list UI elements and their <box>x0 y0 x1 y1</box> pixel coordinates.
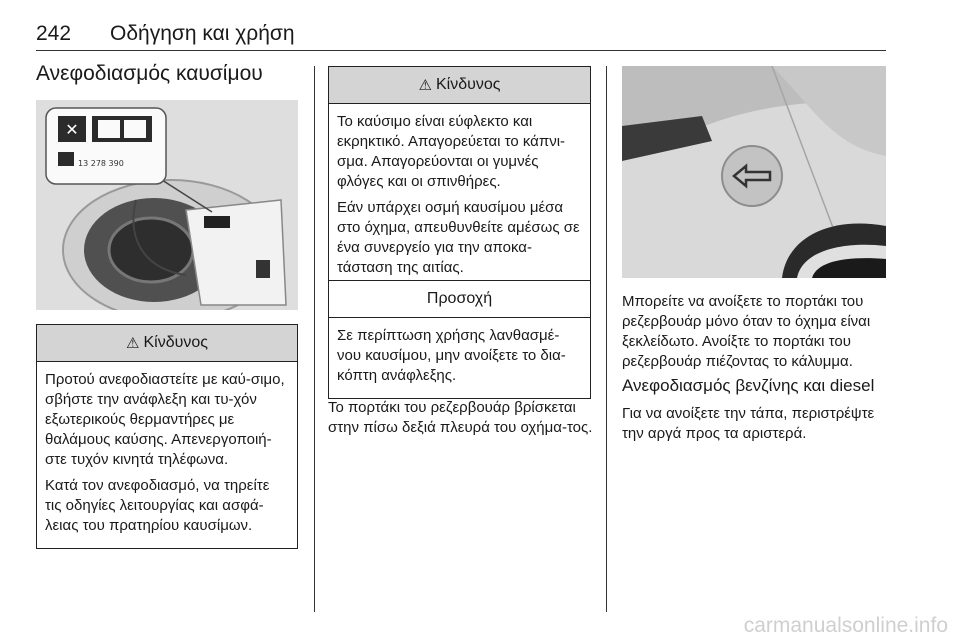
danger-callout <box>328 66 591 291</box>
callout-paragraph: Σε περίπτωση χρήσης λανθασμέ-νου καυσίμου, μην ανοίξετε το δια-κόπτη ανάφλεξης. <box>337 327 566 384</box>
watermark: carmanualsonline.info <box>743 614 948 637</box>
body-text: Μπορείτε να ανοίξετε το πορτάκι του ρεζερβουάρ μόνο όταν το όχημα είναι ξεκλείδωτο. Ανοίξτε το πορτάκι του ρεζερβουάρ πιέζοντας το κάλυμμα. <box>622 293 871 370</box>
warning-icon: ⚠ <box>126 335 140 352</box>
car-fuel-door-image <box>622 66 886 278</box>
callout-header <box>329 67 590 104</box>
body-text: Το πορτάκι του ρεζερβουάρ βρίσκεται στην πίσω δεξιά πλευρά του οχήμα-τος. <box>328 399 593 436</box>
page-header <box>36 22 886 51</box>
label-code: 13 278 390 <box>78 159 124 168</box>
page-number: 242 <box>36 22 72 45</box>
chapter-title: Οδήγηση και χρήση <box>110 22 295 45</box>
callout-paragraph: Κατά τον ανεφοδιασμό, να τηρείτε τις οδηγίες λειτουργίας και ασφά-λειας του πρατηρίου καυσίμων. <box>45 477 270 534</box>
svg-text:✕: ✕ <box>65 120 79 139</box>
callout-paragraph: Το καύσιμο είναι εύφλεκτο και εκρηκτικό. Απαγορεύεται το κάπνι-σμα. Απαγορεύονται οι γυμνές φλόγες και οι σπινθήρες. <box>337 113 566 190</box>
danger-callout <box>36 324 298 549</box>
callout-paragraph: Εάν υπάρχει οσμή καυσίμου μέσα στο όχημα, απευθυνθείτε αμέσως σε ένα συνεργείο για την αποκα-τάσταση της αιτίας. <box>337 199 580 276</box>
warning-icon: ⚠ <box>418 77 432 94</box>
fuel-flap-image <box>36 100 298 310</box>
column-divider <box>606 66 607 612</box>
callout-title: Προσοχή <box>426 290 493 307</box>
body-text: Για να ανοίξετε την τάπα, περιστρέψτε την αργά προς τα αριστερά. <box>622 405 875 442</box>
column-divider <box>314 66 315 612</box>
subsection-heading: Ανεφοδιασμός βενζίνης και diesel <box>622 376 875 395</box>
section-title: Ανεφοδιασμός καυσίμου <box>36 62 263 85</box>
callout-title: Κίνδυνος <box>143 334 208 351</box>
callout-title: Κίνδυνος <box>435 76 501 93</box>
callout-header <box>329 281 590 318</box>
callout-paragraph: Προτού ανεφοδιαστείτε με καύ-σιμο, σβήστε την ανάφλεξη και τυ-χόν εξωτερικούς θερμαντήρες με θαλάμους καύσης. Απενεργοποιή-στε τυχόν κινητά τηλέφωνα. <box>45 371 285 468</box>
caution-callout <box>328 280 591 399</box>
callout-header <box>37 325 297 362</box>
